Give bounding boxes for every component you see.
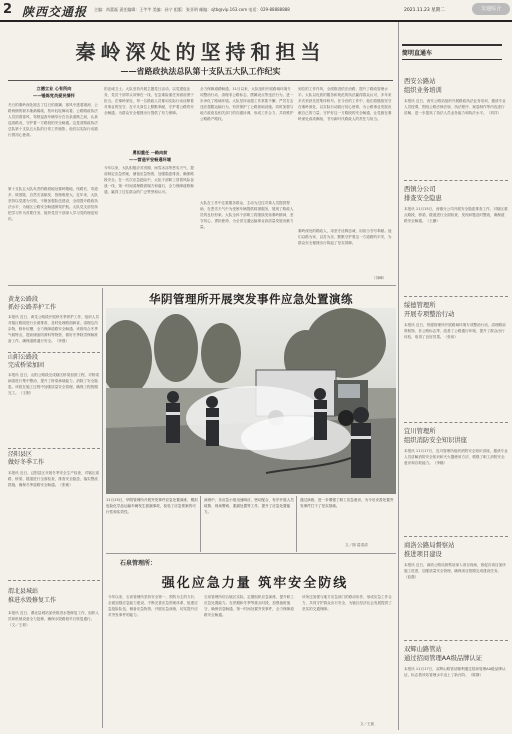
column-divider [102,288,103,728]
photo-feature-title: 华阴管理所开展突发事件应急处置演练 [149,292,353,306]
rc-item-2-subtitle: 排查安全隐患 [404,195,442,202]
header-meta: 主编：尚蕾磊 责任编辑：王芊芊 美编：孙宁 组版：张亚明 邮编：sjtb@vip.163.com 电话：029-88888888 [94,7,290,12]
divider [404,422,508,423]
rc-item-6-subtitle: 通过招商管理AA级品牌认证 [404,655,483,662]
rc-item-5-text: 本报讯 近日，商洛公路局督察站深入项目现场，督促各项目加快施工进度，加强质量安全管理，确保项目按期完成建设任务。（赵磊） [404,563,506,579]
lead-rule [8,80,393,81]
brief-1-text: 本报讯 近日，黄龙公路段开展秋冬季养护工作，组织人员对辖区路段进行全面排查，及时处理路面病害，清理边沟杂物，修补坑槽，全力保障道路安全畅通。该段结合冬季气候特点，提前储备防滑料等物资，做好冬季除雪保畅准备工作，确保道路通行安全。（李强） [8,315,99,344]
rc-item-6-text: 本报讯 11月17日，双辉山路管站顺利通过招商管理AA级品牌认证，标志着该站管理水平迈上了新台阶。（陈静） [404,667,506,677]
brief-2-text: 本报讯 近日，山阳公路段完成辖区桥梁加固工程，对桥梁病害进行集中整治，提升了桥梁承载能力，消除了安全隐患。该段在施工过程中加强质量安全管理，确保工程按期完工。（王刚） [8,373,99,396]
rc-item-3-text: 本报讯 近日，绥德管理所开展路域环境专项整治行动，清理路肩堆积物、非公路标志等，改善了公路通行环境，提升了群众出行体验，取得了良好效果。（张伟） [404,323,506,339]
issue-date: 2021.11.23 星期二 [404,8,445,13]
rc-item-5-title: 商洛公路局督察站 [404,542,455,549]
brief-2-subtitle: 完成桥梁加固 [8,362,45,369]
photo-caption-2: 演练中，各应急小组迅速响应，密切配合，有序开展人员疏散、现场警戒、泄漏处置等工作，提升了应急处置能力。 [204,498,294,515]
divider [8,448,100,449]
newspaper-title: 陕西交通报 [22,5,88,19]
column-divider [296,496,297,552]
lead-col-2b: 今年以来，大队积极应对汛期、雨雪冰冻等恶劣天气，提前制定应急预案，储备应急物资，加强隐患排查，确保路段安全。在一次次应急抢险中，大队干部职工冒着风险奋战一线，第一时间清理路面塌方和落石，全力保障道路畅通，赢得了过往群众的广泛赞誉和认可。 [104,166,194,195]
lead-col-4b: 秦岭深处的路政人，用坚守诠释忠诚，用担当书写奉献。他们以路为家，以苦为乐，默默守护着这一方道路的平安，为群众安全便捷出行筑起了坚实屏障。 [298,229,392,246]
photo-caption-3: 通过演练，进一步增强了职工应急意识，为今后妥善处置突发事件打下了坚实基础。 [300,498,394,509]
page-number: 2 [3,2,13,17]
emergency-drill-photo [106,308,396,494]
rc-item-4-text: 本报讯 11月17日，宜川管理所组织消防安全知识讲座，邀请专业人员讲解消防安全知识和灭火器使用方法，增强了职工消防安全意识和自救能力。（李娜） [404,449,508,465]
bottom-col-3: 该所还加强与地方应急部门的联动协作，形成应急工作合力，共同守护群众出行安全，为辖区经济社会发展提供了坚实的交通保障。 [302,595,392,612]
lead-heading-1: 立德立业 心有所向 [36,86,72,91]
rc-item-2-text: 本报讯 11月15日，西镇分公司开展安全隐患排查工作，对辖区重点路段、桥梁、隧道进行全面检查，发现问题及时整改，确保道路安全畅通。（王鹏） [404,207,508,223]
photo-caption-1: 11月15日，华阴管理所开展突发事件应急处置演练，模拟危险化学品运输车辆发生泄漏事故，检验了应急预案的可行性和实效性。 [106,498,198,515]
column-divider [200,496,201,552]
lead-col-1: 冬日的秦岭深处褪去了往日的斑斓，寒风中透着凛冽，公路两侧的树木渐渐稀疏，枝叶轻轻舞动着。公路路政执法人员顶着寒风，驾驶巡查车辆穿行在各条道路之间，认真巡查路况，守护着一方路段的安全畅通。这是省路政执法总队第十支队五大队的日常工作缩影，他们以实际行动践行着初心使命。 [8,103,98,138]
divider [8,580,100,581]
lead-col-3: 全力保障道路畅通，11月以来，大队组织开展路域环境专项整治行动，清理非公路标志、摆摊设点等违法行为，进一步净化了路域环境。大队坚持治超工作常抓不懈，严厉打击违法超限运输行为，有效保护了公路基础设施。同时加强与地方政府及相关部门的沟通协调，形成工作合力，共同维护公路路产路权。 [200,87,294,122]
section-tab: 交通综合 [472,3,510,15]
lead-col-3b: 大队在工作中注重服务群众，主动为过往司乘人员提供帮助，在恶劣天气中为受困车辆提供救援服务，展现了路政人员的良好形象。大队全体干部职工将继续发扬秦岭精神，坚守初心，勇担使命，为全省交通运输事业高质量发展贡献力量。 [200,201,294,230]
rc-item-1-text: 本报讯 近日，西安公路站组织开展路政执法业务培训，邀请专业人员授课，围绕公路法律法规、执法程序、案卷制作等内容进行讲解，进一步提高了执法人员业务能力和执法水平。（刘洋） [404,99,506,115]
rc-item-6-title: 双辉山路管站 [404,646,442,653]
brief-3-title: 泾阳县区 [8,451,33,458]
divider [8,285,396,286]
lead-col-4: 到位的工作作风，全面推进依法治路，提升了路政管理水平。大队以优质的服务和规范的执法赢得群众认可，多年来多次荣获先进集体称号。在今后的工作中，他们将继续坚守在秦岭深处，以实际行动践行初心使命，为公路事业发展贡献自己的力量，守护好这一方路段的安全畅通，让党旗在秦岭深处高高飘扬，书写新时代路政人的责任与担当。 [298,87,392,122]
lead-heading-4: ——营造平安畅通环境 [129,157,171,162]
rc-item-4-subtitle: 组织消防安全知识讲座 [404,437,467,444]
divider [404,536,508,537]
bottom-col-1: 今年以来，石泉管理所坚持安全第一、预防为主的方针，全面加强应急能力建设，不断完善应急预案体系，组建应急抢险队伍，储备应急物资，开展应急演练，切实提升应对突发事件的能力。 [108,595,198,618]
rc-item-1-subtitle: 组织业务培训 [404,87,442,94]
lead-heading-3: 勇担重任 一路向前 [132,150,168,155]
bottom-title: 强化应急力量 筑牢安全防线 [161,576,349,591]
brief-1-title: 黄龙公路段 [8,296,39,303]
divider [404,180,508,181]
rc-item-2-title: 西镇分公司 [404,186,436,193]
rc-item-5-subtitle: 推进项目建设 [404,551,442,558]
lead-heading-2: ——锤炼党员爱民情怀 [33,93,75,98]
lead-subtitle: ——省路政执法总队第十支队五大队工作纪实 [120,66,281,76]
rc-item-3-subtitle: 开展专项整治行动 [404,311,455,318]
brief-4-subtitle: 推进水毁修复工作 [8,597,57,604]
brief-1-subtitle: 抓好公路养护工作 [8,304,57,311]
lead-col-1b: 第十支队五大队负责的路段地处秦岭腹地，线路长、弯道多、坡度陡、自然灾害频发，管理难度大。近年来，大队坚持以党建为引领，不断加强队伍建设，全面提升路政执法水平，为辖区公路安全畅通保驾护航。大队党支部坚持把学习作为首要任务，组织党员干部深入学习党的理论知识。 [8,187,98,222]
brief-3-subtitle: 做好冬季工作 [8,459,45,466]
bottom-kicker: 石泉管理所： [120,560,157,567]
bottom-reporter: 文／王凯 [360,722,375,726]
rc-item-3-title: 绥德管理所 [404,302,436,309]
brief-2-title: 山阳公路段 [8,354,39,361]
divider [8,352,100,353]
lead-title: 秦岭深处的坚持和担当 [75,40,326,64]
lead-reporter: （刘峰） [372,276,387,280]
rc-item-4-title: 宜川管理所 [404,428,436,435]
right-column-tab: 简明直通车 [402,44,502,60]
divider [404,296,508,297]
divider [106,553,396,554]
bottom-col-2: 石泉管理所结合辖区实际，定期组织应急演练，提升职工应急处置能力。在汛期和冬季等重点时段，加强值班值守，确保信息畅通，第一时间处置突发事件，全力保障道路安全畅通。 [204,595,294,618]
brief-3-text: 本报讯 近日，泾阳县区开展冬季安全生产检查，对辖区道路、桥梁、隧道进行全面检查，排查安全隐患，落实整改措施，确保冬季道路安全畅通。（张敏） [8,471,99,488]
brief-4-text: 本报讯 近日，渭北县城站加快推进水毁修复工作，组织人员和机械设备全力抢修，确保水毁路段早日恢复通行。（文／王莉） [8,611,99,628]
photo-reporter: 文／图 葛清清 [345,543,368,547]
lead-col-2: 的忠诚卫士。大队坚持开展主题党日活动，以党建促业务，党员干部带头冲锋在一线，在急难险重任务面前勇于担当。在秦岭深处，每一名路政人员都用实际行动诠释着对事业的坚守，在平凡岗位上默默奉献，守护着公路的安全畅通，为群众安全便捷出行提供了有力保障。 [104,87,194,116]
brief-4-title: 渭北县城站 [8,588,39,595]
divider [404,640,508,641]
rc-item-1-title: 西安公路站 [404,78,436,85]
